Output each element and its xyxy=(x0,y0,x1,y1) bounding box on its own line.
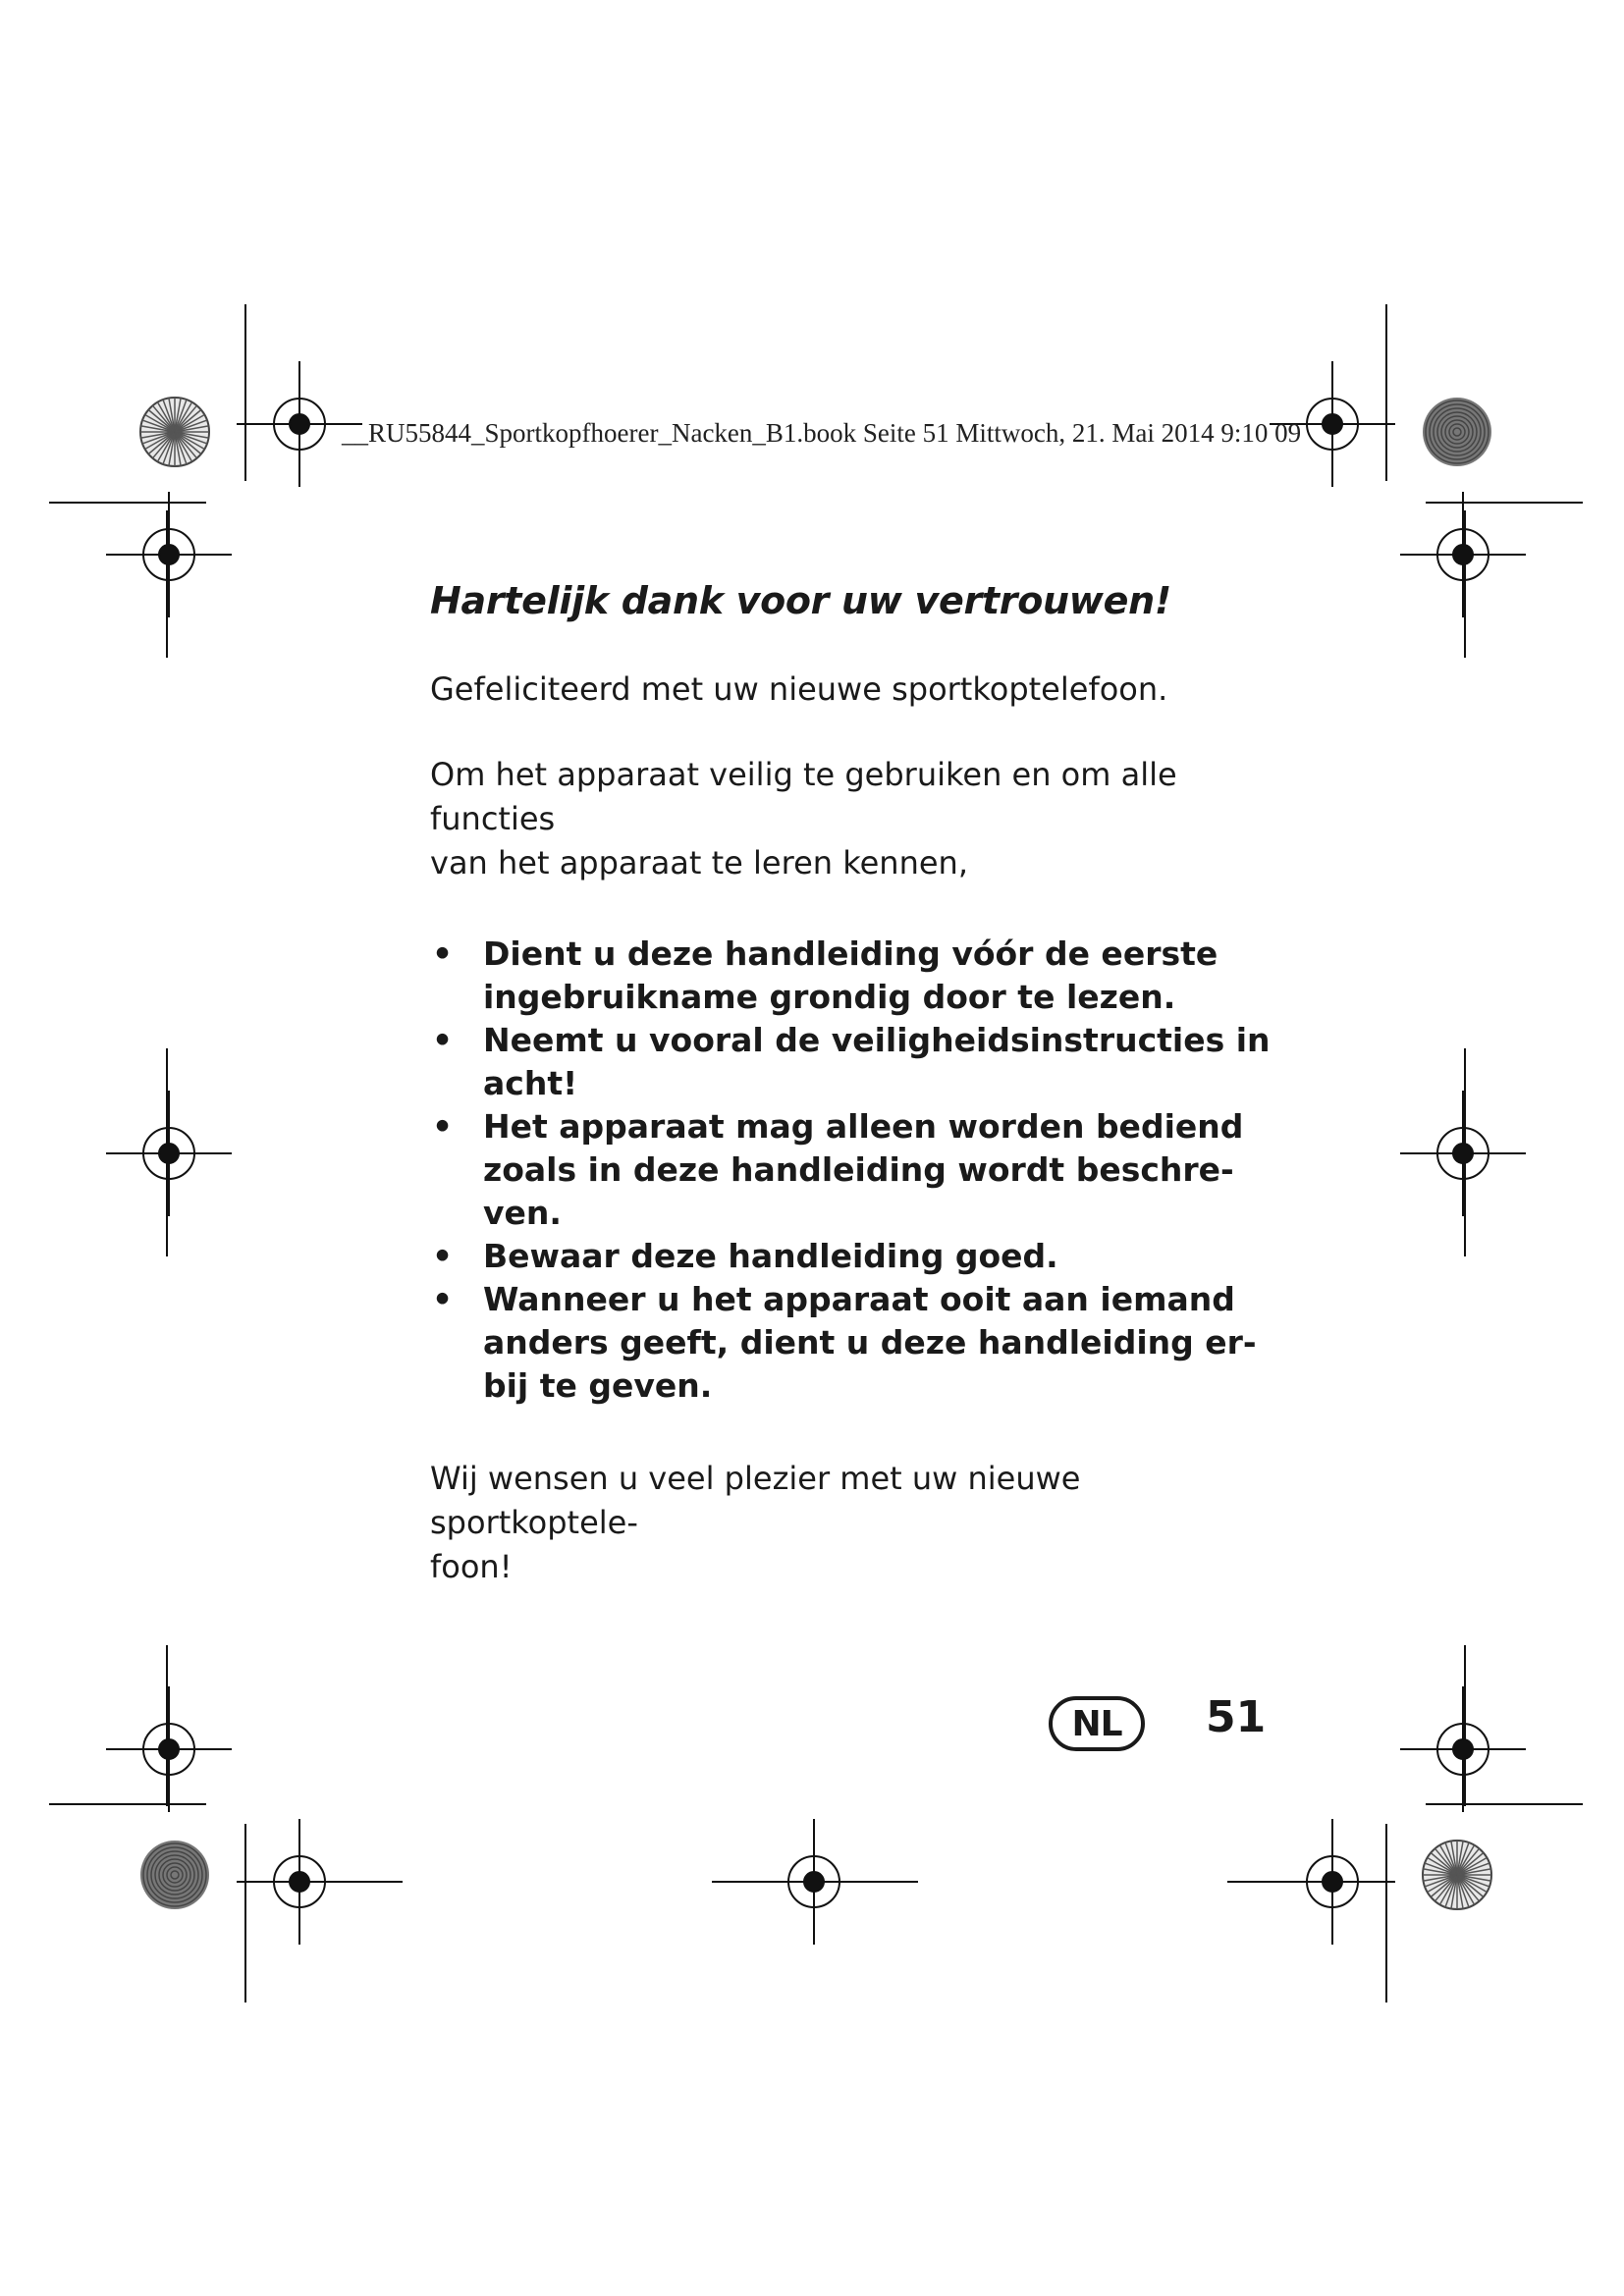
list-item-line: ven. xyxy=(483,1193,562,1232)
list-item xyxy=(430,1019,1274,1105)
color-target-icon xyxy=(140,398,209,466)
instruction-line: Om het apparaat veilig te gebruiken en om alle functies xyxy=(430,755,1177,837)
registration-mark-icon xyxy=(1400,1686,1526,1812)
bullet-icon: • xyxy=(432,1279,454,1318)
list-item-line: Wanneer u het apparaat ooit aan iemand xyxy=(483,1279,1235,1318)
registration-mark-icon xyxy=(106,1091,232,1216)
list-item-line: Neemt u vooral de veiligheidsinstructies in xyxy=(483,1020,1271,1059)
color-target-icon xyxy=(140,1841,209,1909)
page-footer xyxy=(1049,1692,1284,1761)
instruction-line: van het apparaat te leren kennen, xyxy=(430,843,968,881)
list-item xyxy=(430,1235,1274,1278)
closing-paragraph xyxy=(430,1457,1274,1589)
list-item-line: bij te geven. xyxy=(483,1365,713,1405)
list-item-line: anders geeft, dient u deze handleiding er- xyxy=(483,1322,1257,1362)
instruction-list xyxy=(430,933,1274,1408)
page-content xyxy=(430,579,1274,1589)
page-title: Hartelijk dank voor uw vertrouwen! xyxy=(430,579,1171,622)
bullet-icon: • xyxy=(432,934,454,973)
bullet-icon: • xyxy=(432,1106,454,1146)
registration-mark-icon xyxy=(1400,492,1526,617)
list-item-line: Bewaar deze handleiding goed. xyxy=(483,1236,1058,1275)
print-slug: __RU55844_Sportkopfhoerer_Nacken_B1.book Seite 51 Mittwoch, 21. Mai 2014 9:10 09 xyxy=(342,418,1302,448)
closing-line: Wij wensen u veel plezier met uw nieuwe sportkoptele- xyxy=(430,1459,1081,1541)
registration-mark-icon xyxy=(1400,1091,1526,1216)
color-target-icon xyxy=(1423,1841,1491,1909)
list-item xyxy=(430,933,1274,1019)
list-item-line: ingebruikname grondig door te lezen. xyxy=(483,977,1176,1016)
list-item xyxy=(430,1105,1274,1235)
list-item-line: zoals in deze handleiding wordt beschre- xyxy=(483,1149,1234,1189)
closing-line: foon! xyxy=(430,1547,513,1585)
list-item xyxy=(430,1278,1274,1408)
list-item-line: Het apparaat mag alleen worden bediend xyxy=(483,1106,1244,1146)
bullet-icon: • xyxy=(432,1236,454,1275)
registration-mark-icon xyxy=(106,492,232,617)
registration-mark-icon xyxy=(106,1686,232,1812)
list-item-line: Dient u deze handleiding vóór de eerste xyxy=(483,934,1218,973)
color-target-icon xyxy=(1423,398,1491,466)
language-badge: NL xyxy=(1049,1696,1145,1751)
page-number: 51 xyxy=(1206,1692,1267,1742)
list-item-line: acht! xyxy=(483,1063,578,1102)
intro-paragraph: Gefeliciteerd met uw nieuwe sportkoptelefoon. xyxy=(430,669,1168,708)
instruction-paragraph xyxy=(430,753,1274,885)
bullet-icon: • xyxy=(432,1020,454,1059)
